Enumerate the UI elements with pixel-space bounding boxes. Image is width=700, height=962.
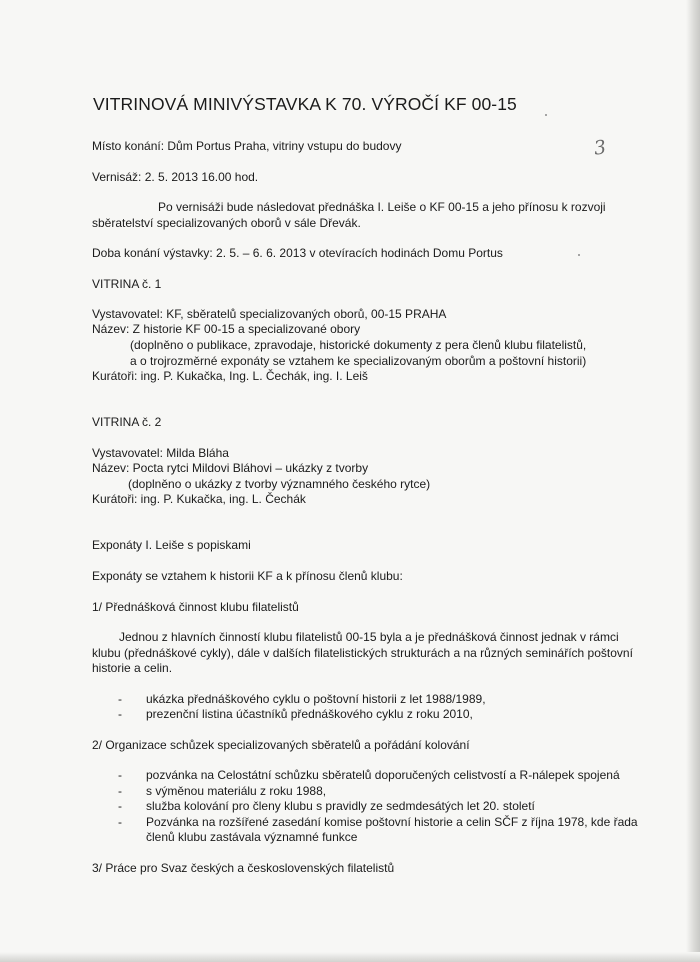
vitrina-2-note: (doplněno o ukázky z tvorby významného českého rytce) (128, 477, 431, 491)
bullet-dash: - (118, 784, 122, 798)
lecture-line-1: Po vernisáži bude následovat přednáška I. Leiše o KF 00-15 a jeho přínosu k rozvoji (158, 200, 606, 214)
vitrina-1-heading: VITRINA č. 1 (92, 277, 162, 291)
vitrina-1-title: Název: Z historie KF 00-15 a specializované obory (92, 322, 361, 336)
vitrina-2-exhibitor: Vystavovatel: Milda Bláha (92, 446, 229, 460)
lecture-line-2: sběratelství specializovaných oborů v sále Dřevák. (92, 216, 361, 230)
section-3-heading: 3/ Práce pro Svaz českých a československých filatelistů (92, 861, 395, 875)
vitrina-1-exhibitor: Vystavovatel: KF, sběratelů specializovaných oborů, 00-15 PRAHA (92, 307, 447, 321)
bullet-dash: - (118, 692, 122, 706)
section-2-bullet-3: služba kolování pro členy klubu s pravidly ze sedmdesátých let 20. století (146, 799, 535, 813)
handwritten-page-number: 3 (592, 136, 608, 160)
exhibits-history-line: Exponáty se vztahem k historii KF a k přínosu členů klubu: (92, 569, 403, 583)
vitrina-2-title: Název: Pocta rytci Mildovi Bláhovi – ukázky z tvorby (92, 461, 369, 475)
section-1-paragraph-2: klubu (přednáškové cykly), dále v dalších filatelistických strukturách a na různých seminářích poštovní (92, 646, 633, 660)
duration-line: Doba konání výstavky: 2. 5. – 6. 6. 2013 v otevíracích hodinách Domu Portus (92, 246, 503, 260)
vitrina-1-note-1: (doplněno o publikace, zpravodaje, historické dokumenty z pera členů klubu filatelistů, (130, 338, 587, 352)
document-title: VITRINOVÁ MINIVÝSTAVKA K 70. VÝROČÍ KF 00-15 (93, 94, 517, 114)
section-1-bullet-1: ukázka přednáškového cyklu o poštovní historii z let 1988/1989, (146, 692, 486, 706)
section-1-paragraph-3: historie a celin. (92, 661, 173, 675)
section-1-heading: 1/ Přednášková činnost klubu filatelistů (92, 600, 299, 614)
vitrina-1-curators: Kurátoři: ing. P. Kukačka, Ing. L. Čechák, ing. I. Leiš (92, 369, 368, 383)
scan-speck (545, 114, 547, 116)
section-2-bullet-1: pozvánka na Celostátní schůzku sběratelů doporučených celistvostí a R-nálepek spojená (146, 768, 620, 782)
exhibits-leis-line: Exponáty I. Leiše s popiskami (92, 538, 251, 552)
scan-speck (578, 254, 580, 256)
page-edge-shadow (686, 0, 700, 962)
section-2-bullet-2: s výměnou materiálu z roku 1988, (146, 784, 327, 798)
bullet-dash: - (118, 768, 122, 782)
section-2-heading: 2/ Organizace schůzek specializovaných sběratelů a pořádání kolování (92, 738, 470, 752)
bullet-dash: - (118, 815, 122, 829)
bullet-dash: - (118, 707, 122, 721)
page-bottom-shadow (0, 952, 700, 962)
section-2-bullet-4-continued: členů klubu zastávala významné funkce (146, 830, 358, 844)
vitrina-2-curators: Kurátoři: ing. P. Kukačka, ing. L. Čechák (92, 492, 306, 506)
section-1-bullet-2: prezenční listina účastníků přednáškového cyklu z roku 2010, (146, 707, 473, 721)
section-1-paragraph-1: Jednou z hlavních činností klubu filatelistů 00-15 byla a je přednášková činnost jednak v rámci (119, 630, 619, 644)
bullet-dash: - (118, 799, 122, 813)
section-2-bullet-4: Pozvánka na rozšířené zasedání komise poštovní historie a celin SČF z října 1978, kde řada (146, 815, 638, 829)
vitrina-1-note-2: a o trojrozměrné exponáty se vztahem ke specializovaným oborům a poštovní historii) (130, 354, 587, 368)
vitrina-2-heading: VITRINA č. 2 (92, 415, 162, 429)
venue-line: Místo konání: Dům Portus Praha, vitriny vstupu do budovy (92, 139, 402, 153)
vernissage-line: Vernisáž: 2. 5. 2013 16.00 hod. (92, 170, 259, 184)
